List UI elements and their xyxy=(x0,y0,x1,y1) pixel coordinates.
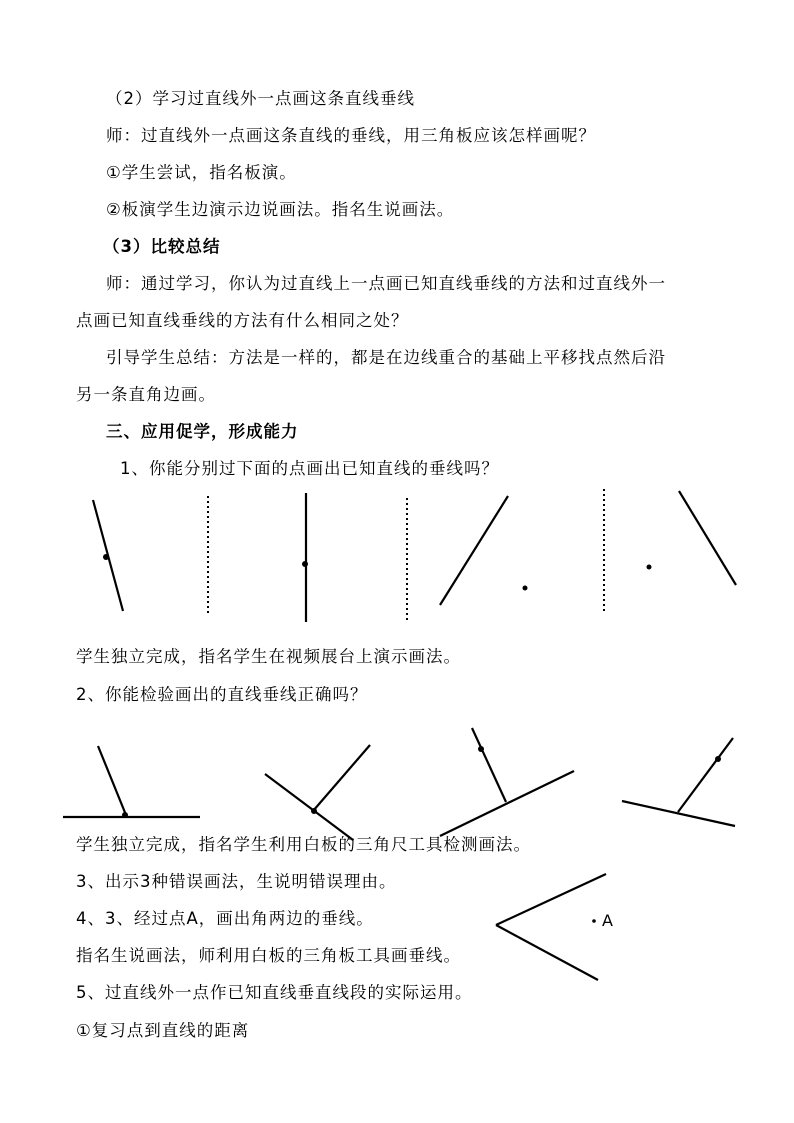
exercise-4: 4、3、经过点A，画出角两边的垂线。 xyxy=(76,909,374,928)
paragraph: 引导学生总结：方法是一样的，都是在边线重合的基础上平移找点然后沿 xyxy=(106,348,666,367)
angle-side-lower xyxy=(496,925,598,980)
base-line-2 xyxy=(265,774,353,840)
paragraph: 指名生说画法，师利用白板的三角板工具画垂线。 xyxy=(76,946,461,965)
paragraph: 师：通过学习，你认为过直线上一点画已知直线垂线的方法和过直线外一 xyxy=(106,274,666,293)
perpendicular-4 xyxy=(678,738,733,812)
paragraph: ①学生尝试，指名板演。 xyxy=(106,163,297,182)
angle-figure xyxy=(496,874,606,980)
paragraph: ②板演学生边演示边说画法。指名生说画法。 xyxy=(106,200,455,219)
subheading-2: （2）学习过直线外一点画这条直线垂线 xyxy=(106,89,415,108)
subheading-3: （3）比较总结 xyxy=(103,237,221,256)
point-a xyxy=(592,919,596,923)
exercise-5: 5、过直线外一点作已知直线垂直线段的实际运用。 xyxy=(76,983,473,1002)
point xyxy=(715,756,721,762)
point xyxy=(478,746,484,752)
point xyxy=(647,565,652,570)
section-heading: 三、应用促学，形成能力 xyxy=(106,422,299,441)
base-line-4 xyxy=(622,801,735,826)
point xyxy=(302,561,308,567)
point xyxy=(103,554,109,560)
paragraph: 学生独立完成，指名学生在视频展台上演示画法。 xyxy=(76,647,461,666)
paragraph: ①复习点到直线的距离 xyxy=(76,1021,250,1040)
perpendicular-1 xyxy=(98,746,126,815)
exercise-2: 2、你能检验画出的直线垂线正确吗？ xyxy=(76,685,368,704)
exercise-1-figures xyxy=(93,489,736,622)
paragraph: 学生独立完成，指名学生利用白板的三角尺工具检测画法。 xyxy=(76,835,531,854)
figure-line-3 xyxy=(440,496,508,605)
exercise-2-points xyxy=(122,746,721,818)
angle-side-upper xyxy=(496,874,606,925)
point xyxy=(523,586,528,591)
point-a-label: A xyxy=(602,911,613,930)
exercise-3: 3、出示3种错误画法，生说明错误理由。 xyxy=(76,872,397,891)
point xyxy=(311,808,317,814)
exercise-1-points xyxy=(103,554,652,591)
base-line-3 xyxy=(440,771,574,836)
exercise-2-figures xyxy=(63,728,735,840)
figure-line-4 xyxy=(679,491,736,585)
point xyxy=(122,812,128,818)
exercise-1: 1、你能分别过下面的点画出已知直线的垂线吗？ xyxy=(120,459,499,478)
paragraph: 师：过直线外一点画这条直线的垂线，用三角板应该怎样画呢？ xyxy=(106,126,596,145)
paragraph: 另一条直角边画。 xyxy=(76,385,216,404)
perpendicular-2 xyxy=(313,745,370,811)
perpendicular-3 xyxy=(472,728,506,802)
paragraph: 点画已知直线垂线的方法有什么相同之处？ xyxy=(76,311,409,330)
